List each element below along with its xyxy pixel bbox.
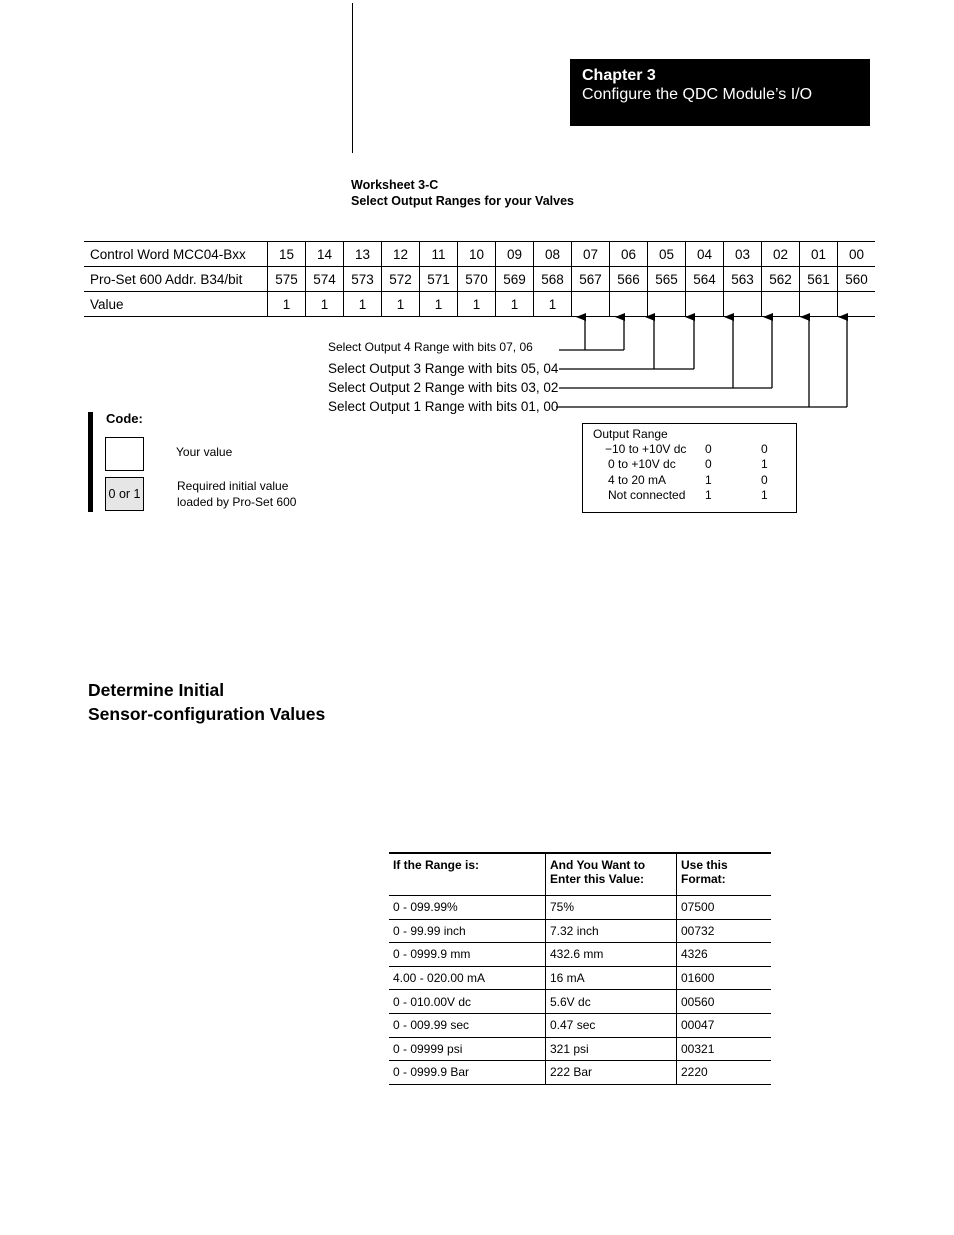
your-value-label: Your value: [176, 445, 233, 459]
select-output-2-label: Select Output 2 Range with bits 03, 02: [328, 380, 559, 395]
bit-cell: 06: [610, 242, 648, 267]
row-label: Control Word MCC04-Bxx: [84, 242, 268, 267]
bit-cell: 02: [762, 242, 800, 267]
value-cell: 75%: [546, 896, 677, 920]
range-name: −10 to +10V dc: [605, 442, 687, 456]
table-row: [389, 1013, 771, 1037]
bit-cell: 12: [382, 242, 420, 267]
format-cell: 00732: [677, 919, 772, 943]
format-cell: 00560: [677, 990, 772, 1014]
column-header: And You Want to Enter this Value:: [546, 853, 677, 896]
section-heading-line2: Sensor-configuration Values: [88, 704, 326, 724]
address-cell: 568: [534, 267, 572, 292]
value-cell: 1: [420, 292, 458, 317]
range-cell: 0 - 099.99%: [389, 896, 546, 920]
range-bit-high: 0: [705, 442, 712, 456]
bit-cell: 03: [724, 242, 762, 267]
format-cell: 4326: [677, 943, 772, 967]
table-row: [389, 990, 771, 1014]
bit-cell: 09: [496, 242, 534, 267]
format-cell: 00321: [677, 1037, 772, 1061]
value-cell: 432.6 mm: [546, 943, 677, 967]
format-cell: 00047: [677, 1013, 772, 1037]
value-cell: [610, 292, 648, 317]
chapter-header: [570, 59, 870, 126]
range-bit-high: 1: [705, 488, 712, 502]
range-name: 0 to +10V dc: [608, 457, 676, 471]
vertical-rule: [352, 3, 353, 153]
select-output-1-label: Select Output 1 Range with bits 01, 00: [328, 399, 559, 414]
value-cell: [762, 292, 800, 317]
value-cell: [724, 292, 762, 317]
required-value-line2: loaded by Pro-Set 600: [177, 495, 297, 509]
table-row: [389, 919, 771, 943]
value-cell: [572, 292, 610, 317]
address-cell: 575: [268, 267, 306, 292]
range-name: 4 to 20 mA: [608, 473, 667, 487]
address-cell: 571: [420, 267, 458, 292]
value-cell: 1: [458, 292, 496, 317]
format-table: [389, 852, 771, 1085]
address-cell: 570: [458, 267, 496, 292]
bit-cell: 04: [686, 242, 724, 267]
range-bit-low: 0: [761, 442, 768, 456]
address-cell: 573: [344, 267, 382, 292]
address-cell: 567: [572, 267, 610, 292]
value-cell: [686, 292, 724, 317]
code-legend-title: Code:: [106, 411, 143, 426]
bit-cell: 13: [344, 242, 382, 267]
address-cell: 561: [800, 267, 838, 292]
value-cell: 5.6V dc: [546, 990, 677, 1014]
value-cell: 222 Bar: [546, 1061, 677, 1085]
bit-table: [84, 241, 875, 317]
address-cell: 560: [838, 267, 876, 292]
output-range-legend: [582, 423, 797, 513]
format-cell: 2220: [677, 1061, 772, 1085]
section-heading: [88, 678, 325, 726]
value-cell: 321 psi: [546, 1037, 677, 1061]
address-row: [84, 267, 875, 292]
select-output-4-label: Select Output 4 Range with bits 07, 06: [328, 340, 533, 354]
value-cell: 1: [306, 292, 344, 317]
control-word-row: [84, 242, 875, 267]
range-cell: 0 - 010.00V dc: [389, 990, 546, 1014]
range-bit-low: 1: [761, 457, 768, 471]
range-bit-low: 1: [761, 488, 768, 502]
address-cell: 563: [724, 267, 762, 292]
worksheet-number: Worksheet 3-C: [351, 178, 439, 192]
range-cell: 0 - 009.99 sec: [389, 1013, 546, 1037]
bit-cell: 01: [800, 242, 838, 267]
value-cell: 1: [496, 292, 534, 317]
value-cell: [648, 292, 686, 317]
format-cell: 01600: [677, 966, 772, 990]
value-row: [84, 292, 875, 317]
range-bit-low: 0: [761, 473, 768, 487]
bit-cell: 15: [268, 242, 306, 267]
code-legend-bar: [88, 412, 93, 512]
format-cell: 07500: [677, 896, 772, 920]
select-output-3-label: Select Output 3 Range with bits 05, 04: [328, 361, 559, 376]
table-row: [389, 1061, 771, 1085]
address-cell: 562: [762, 267, 800, 292]
range-cell: 4.00 - 020.00 mA: [389, 966, 546, 990]
value-cell: 1: [268, 292, 306, 317]
bit-cell: 10: [458, 242, 496, 267]
range-cell: 0 - 0999.9 mm: [389, 943, 546, 967]
address-cell: 572: [382, 267, 420, 292]
value-cell: [838, 292, 876, 317]
bit-cell: 14: [306, 242, 344, 267]
address-cell: 565: [648, 267, 686, 292]
address-cell: 569: [496, 267, 534, 292]
value-cell: 1: [382, 292, 420, 317]
value-cell: 1: [344, 292, 382, 317]
bit-cell: 05: [648, 242, 686, 267]
chapter-number: Chapter 3: [582, 67, 656, 84]
address-cell: 564: [686, 267, 724, 292]
worksheet-title: [351, 177, 574, 209]
worksheet-subtitle: Select Output Ranges for your Valves: [351, 194, 574, 208]
table-row: [389, 1037, 771, 1061]
bit-cell: 07: [572, 242, 610, 267]
range-cell: 0 - 0999.9 Bar: [389, 1061, 546, 1085]
table-row: [389, 966, 771, 990]
bit-cell: 00: [838, 242, 876, 267]
range-name: Not connected: [608, 488, 686, 502]
table-row: [389, 896, 771, 920]
value-cell: 1: [534, 292, 572, 317]
range-bit-high: 1: [705, 473, 712, 487]
value-cell: 16 mA: [546, 966, 677, 990]
column-header: If the Range is:: [389, 853, 546, 896]
output-range-header: Output Range: [593, 427, 668, 441]
format-table-header: [389, 853, 771, 896]
range-bit-high: 0: [705, 457, 712, 471]
your-value-box: [105, 437, 144, 471]
required-value-label: [177, 478, 296, 510]
bit-cell: 11: [420, 242, 458, 267]
row-label: Value: [84, 292, 268, 317]
required-value-box: 0 or 1: [105, 477, 144, 511]
column-header: Use this Format:: [677, 853, 772, 896]
row-label: Pro-Set 600 Addr. B34/bit: [84, 267, 268, 292]
table-row: [389, 943, 771, 967]
address-cell: 566: [610, 267, 648, 292]
required-value-line1: Required initial value: [177, 479, 289, 493]
value-cell: 0.47 sec: [546, 1013, 677, 1037]
address-cell: 574: [306, 267, 344, 292]
range-cell: 0 - 09999 psi: [389, 1037, 546, 1061]
value-cell: [800, 292, 838, 317]
range-cell: 0 - 99.99 inch: [389, 919, 546, 943]
section-heading-line1: Determine Initial: [88, 680, 225, 700]
value-cell: 7.32 inch: [546, 919, 677, 943]
chapter-title: Configure the QDC Module’s I/O: [582, 86, 813, 103]
bit-cell: 08: [534, 242, 572, 267]
